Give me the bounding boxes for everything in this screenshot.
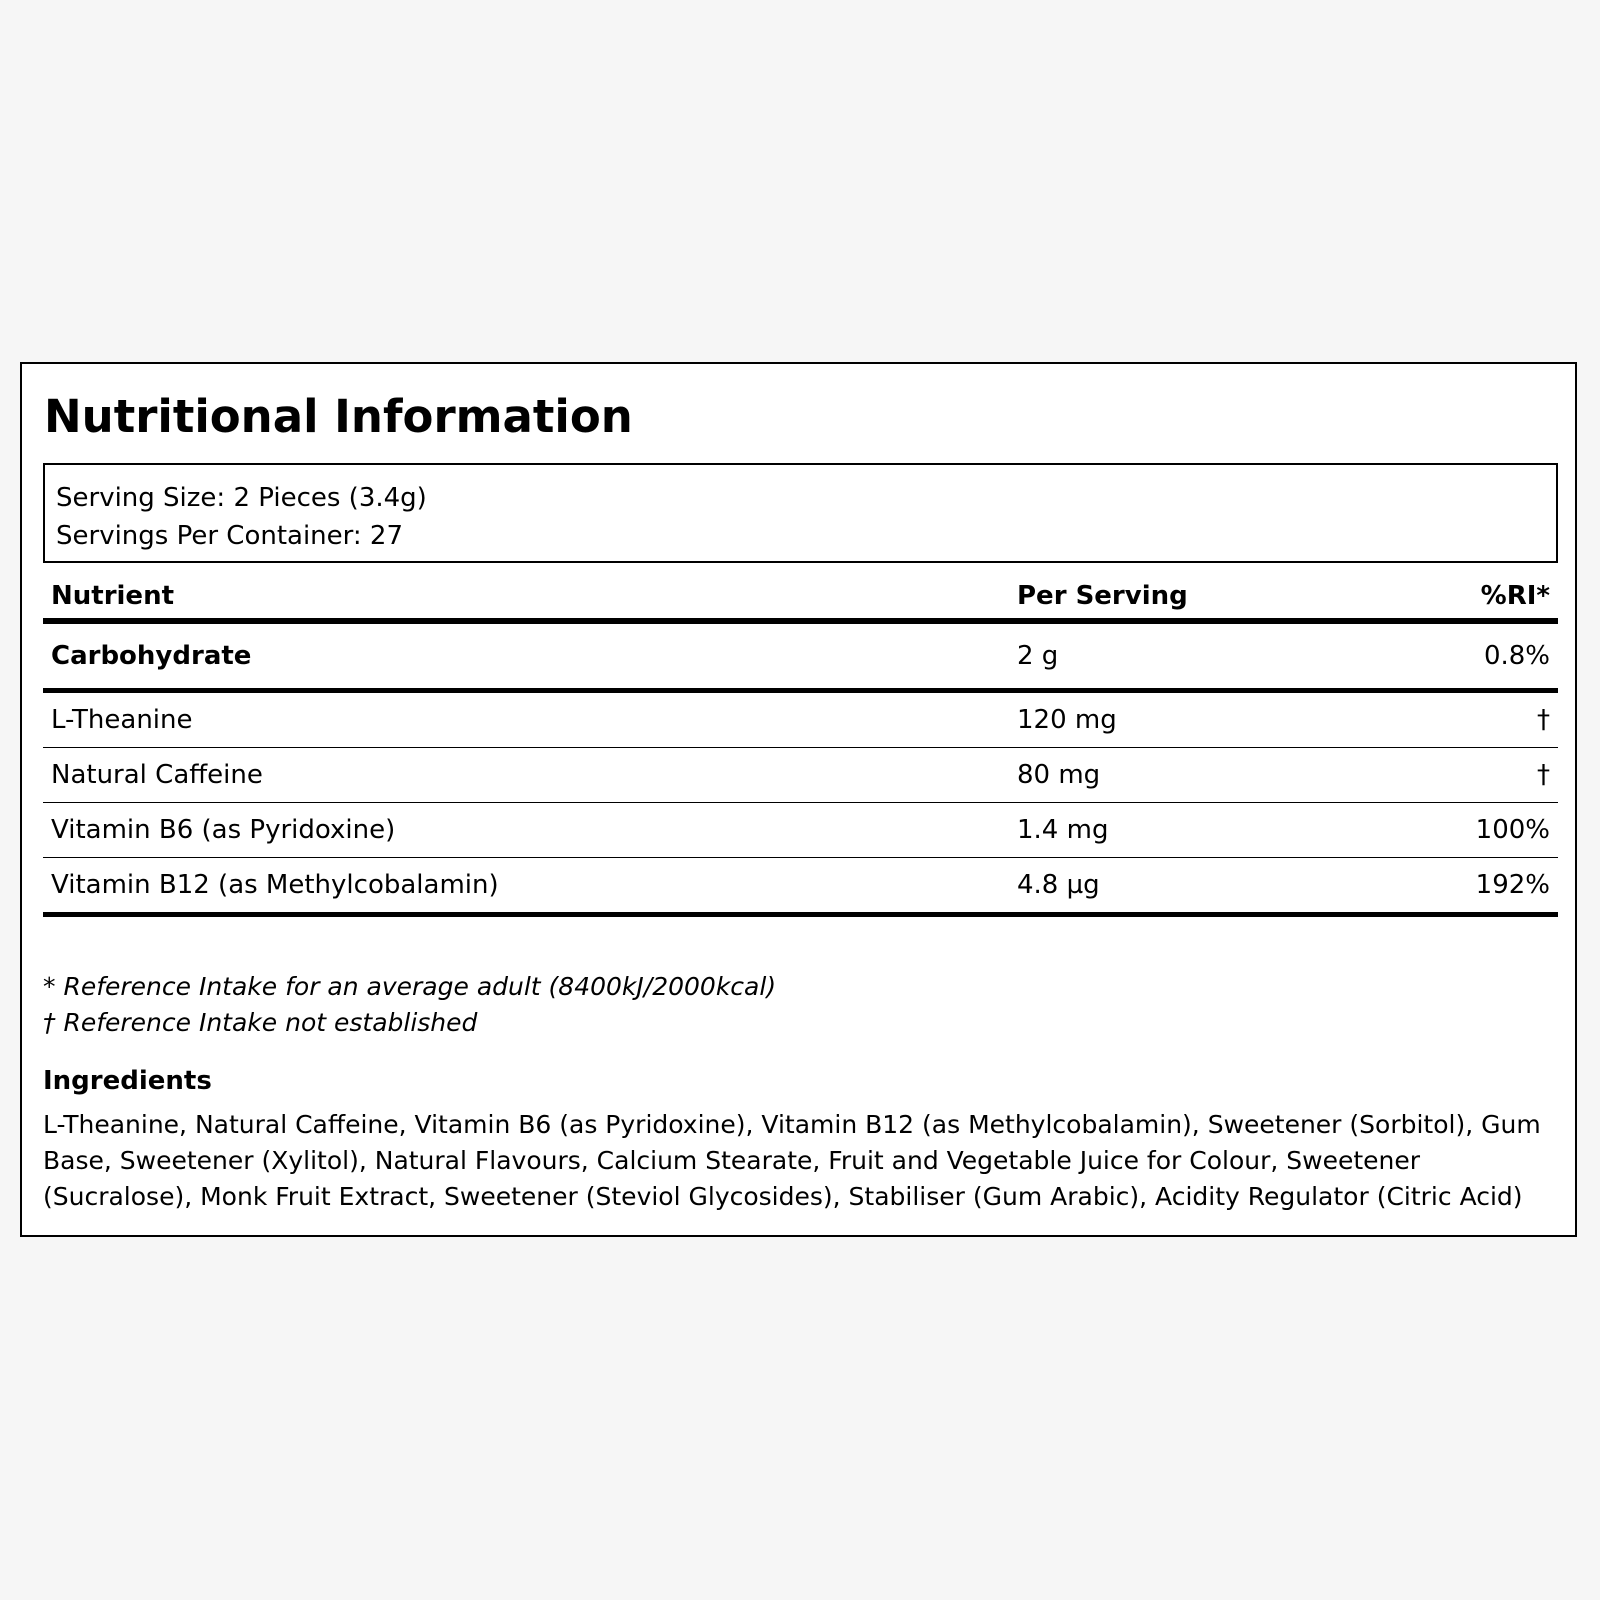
nutrition-panel bbox=[20, 362, 1577, 1237]
table-header-row bbox=[43, 574, 1558, 621]
table-row bbox=[43, 621, 1558, 691]
serving-info-box bbox=[43, 463, 1558, 563]
nutrient-name: Vitamin B6 (as Pyridoxine) bbox=[43, 803, 1009, 858]
table-row bbox=[43, 748, 1558, 803]
per-serving-value: 120 mg bbox=[1009, 691, 1379, 748]
nutrient-name: Carbohydrate bbox=[43, 621, 1009, 691]
serving-size: Serving Size: 2 Pieces (3.4g) bbox=[56, 483, 427, 513]
panel-title: Nutritional Information bbox=[44, 390, 633, 443]
table-row bbox=[43, 803, 1558, 858]
table-row bbox=[43, 858, 1558, 915]
nutrient-table bbox=[43, 574, 1558, 917]
per-serving-value: 1.4 mg bbox=[1009, 803, 1379, 858]
footnote-reference-intake: * Reference Intake for an average adult (8400kJ/2000kcal) bbox=[43, 972, 777, 1001]
ingredients-list: L-Theanine, Natural Caffeine, Vitamin B6 (as Pyridoxine), Vitamin B12 (as Methylcobalamin), Sweetener (Sorbitol), Gum Base, Sweetener (Xylitol), Natural Flavours, Calcium Stearate, Fruit and Vegetable Juice for Colour, Sweetener (Sucralose), Monk Fruit Extract, Sweetener (Steviol Glycosides), Stabiliser (Gum Arabic), Acidity Regulator (Citric Acid) bbox=[43, 1110, 1541, 1211]
servings-per-container: Servings Per Container: 27 bbox=[56, 521, 404, 551]
column-header-nutrient: Nutrient bbox=[43, 574, 1009, 621]
per-serving-value: 80 mg bbox=[1009, 748, 1379, 803]
ingredients-heading: Ingredients bbox=[43, 1066, 212, 1096]
ri-value: 192% bbox=[1379, 858, 1558, 915]
table-row bbox=[43, 691, 1558, 748]
ri-value: 0.8% bbox=[1379, 621, 1558, 691]
footnotes bbox=[43, 969, 776, 1041]
column-header-per-serving: Per Serving bbox=[1009, 574, 1379, 621]
per-serving-value: 4.8 µg bbox=[1009, 858, 1379, 915]
column-header-ri: %RI* bbox=[1379, 574, 1558, 621]
ri-value: † bbox=[1379, 691, 1558, 748]
nutrient-name: Natural Caffeine bbox=[43, 748, 1009, 803]
nutrient-name: Vitamin B12 (as Methylcobalamin) bbox=[43, 858, 1009, 915]
nutrient-name: L-Theanine bbox=[43, 691, 1009, 748]
ri-value: 100% bbox=[1379, 803, 1558, 858]
footnote-not-established: † Reference Intake not established bbox=[43, 1008, 478, 1037]
per-serving-value: 2 g bbox=[1009, 621, 1379, 691]
ri-value: † bbox=[1379, 748, 1558, 803]
